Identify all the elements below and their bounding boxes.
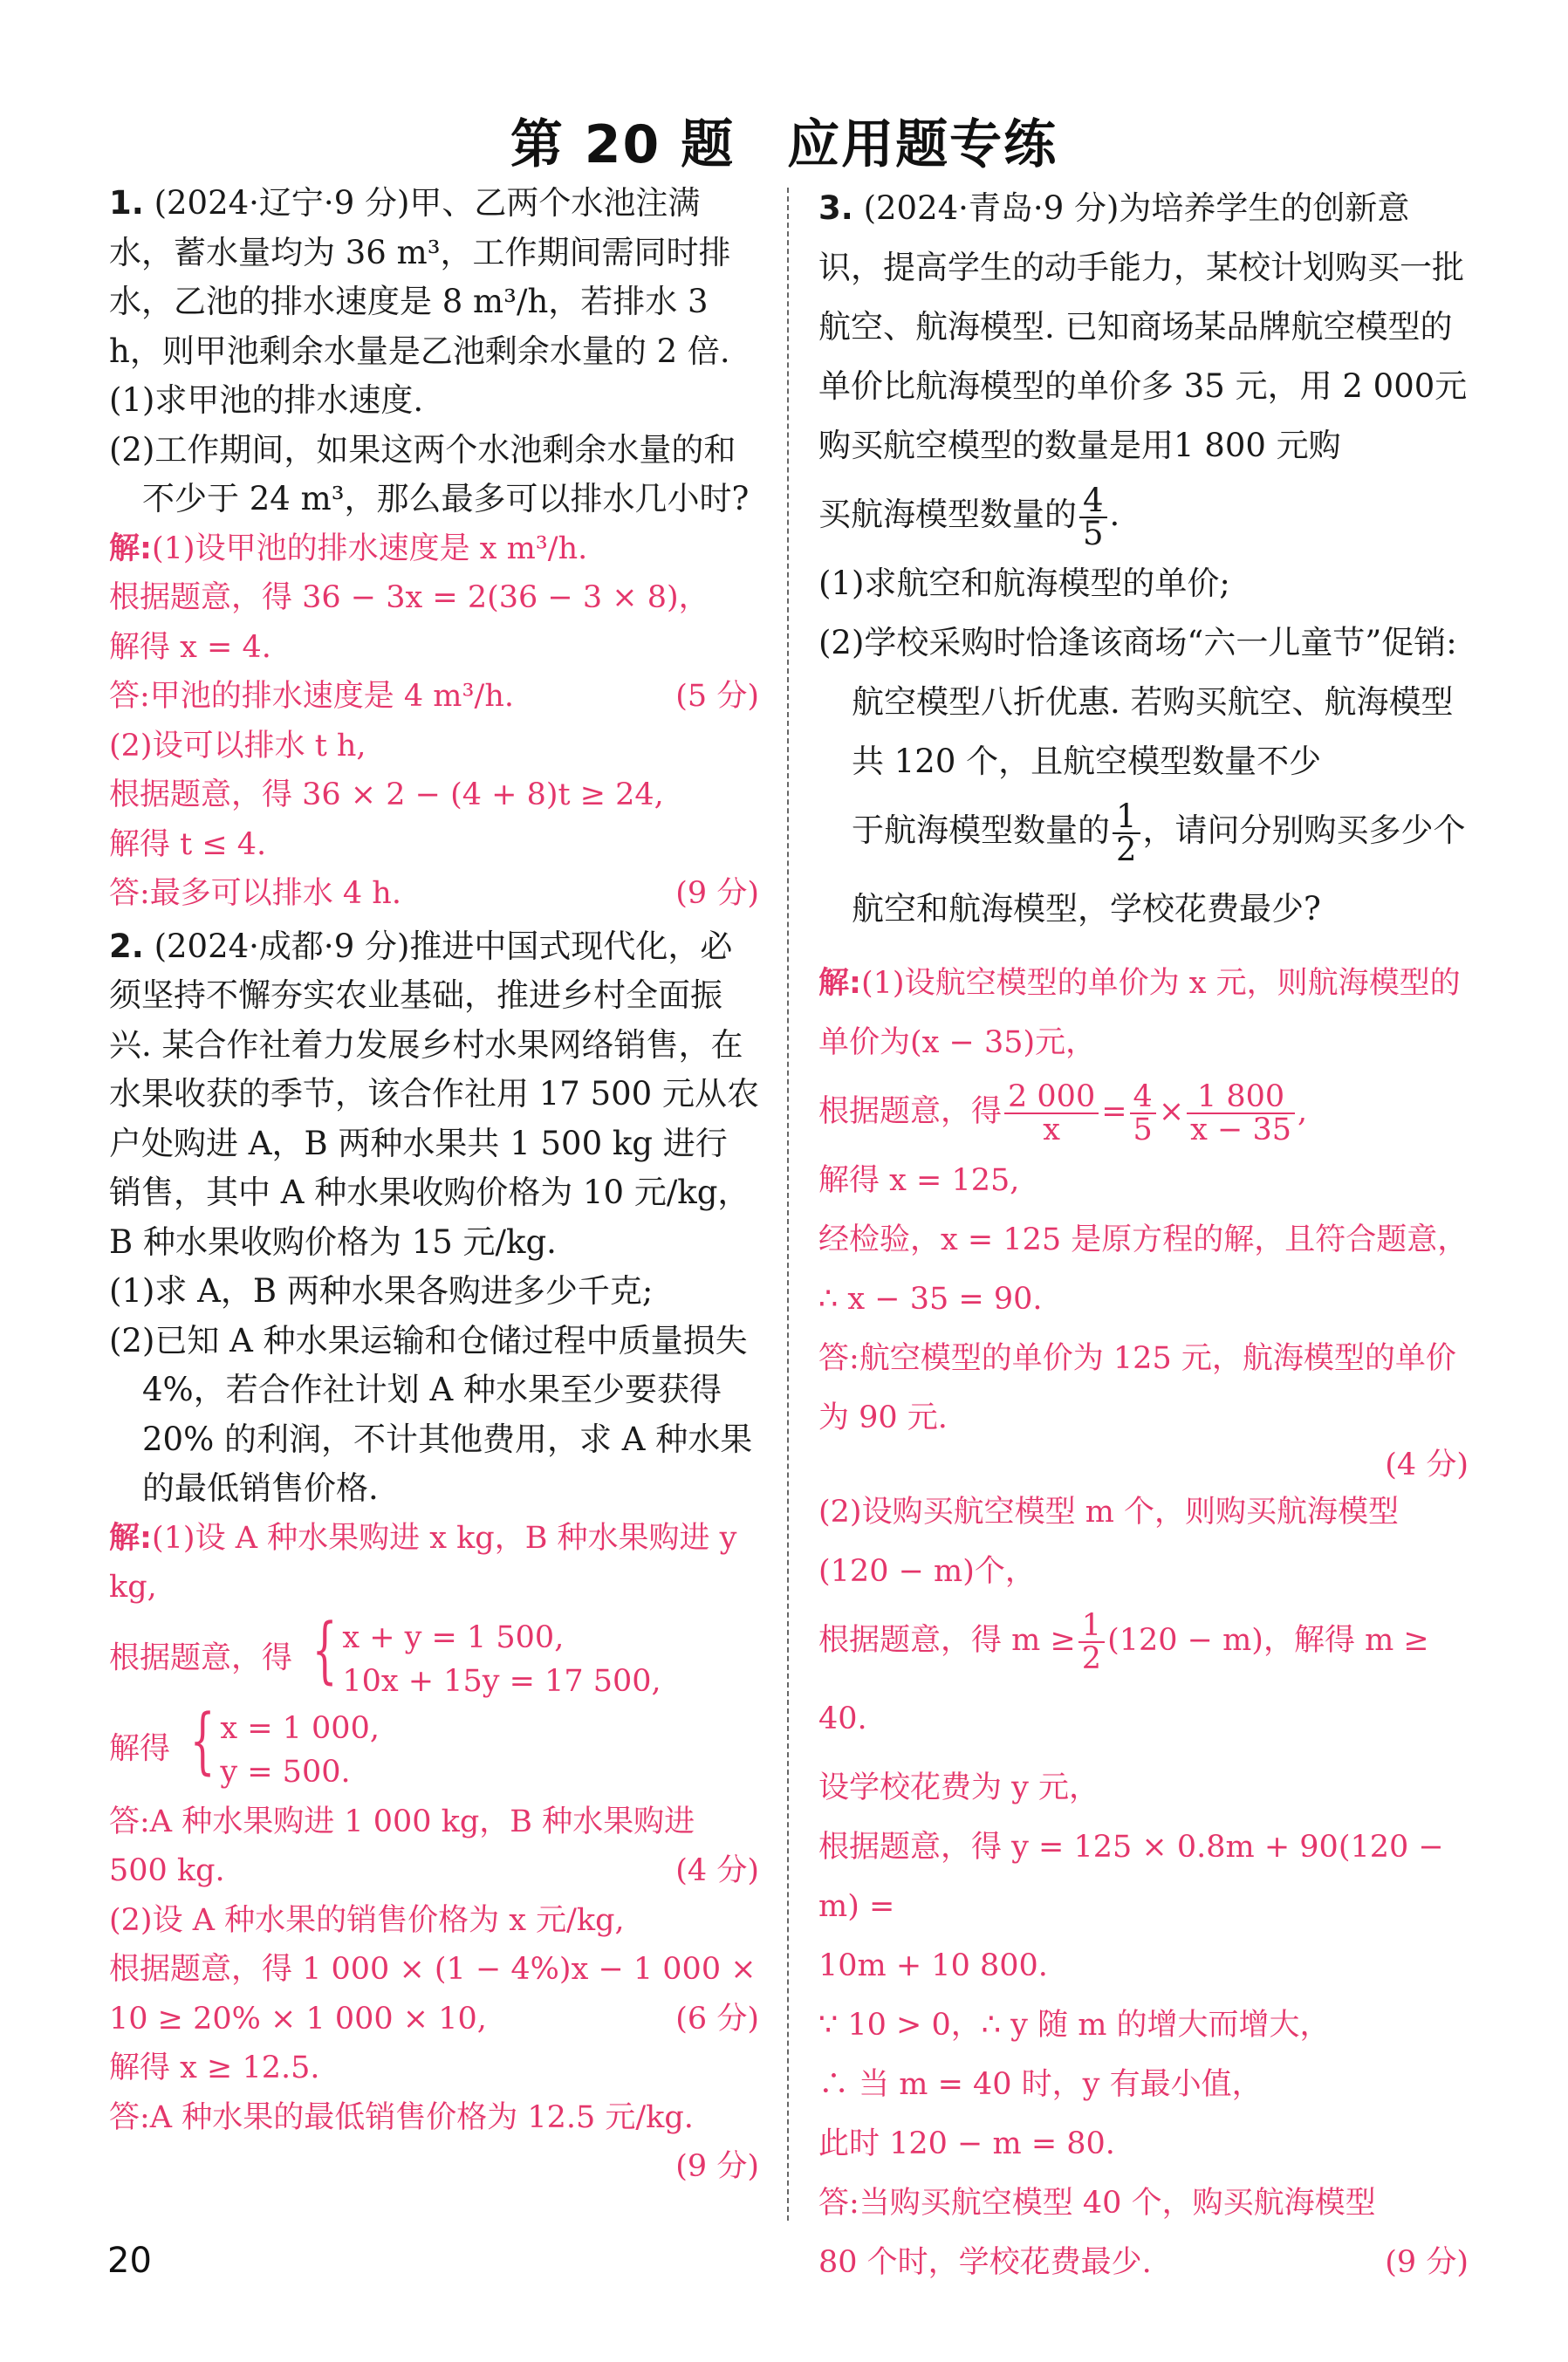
equation-system: 根据题意，得 { x + y = 1 500, 10x + 15y = 17 500,	[109, 1608, 661, 1699]
fraction: $\frac{1}{2}$	[1078, 1610, 1105, 1674]
title-topic: 应用题专练	[787, 114, 1058, 175]
solution-line: (2)设购买航空模型 m 个，则购买航海模型(120 − m)个，	[818, 1495, 1400, 1589]
solution-line: 答:当购买航空模型 40 个，购买航海模型	[818, 2186, 1376, 2221]
solution-line: 答:航空模型的单价为 125 元，航海模型的单价为 90 元.	[818, 1341, 1456, 1435]
q3-solution	[818, 954, 1469, 2292]
q2-stem: 2. (2024·成都·9 分)推进中国式现代化，必须坚持不懈夯实农业基础，推进乡村全面振兴. 某合作社着力发展乡村水果网络销售，在水果收获的季节，该合作社用 17 500 元从农户处购进 A，B 两种水果共 1 500 kg 进行销售，其中 A 种水果收购价格为 10 元/kg，B 种水果收购价格为 15 元/kg.	[109, 927, 759, 1261]
score-mark: (9 分)	[675, 2149, 759, 2184]
left-column	[109, 179, 759, 2192]
solution-line: 根据题意，得 y = 125 × 0.8m + 90(120 − m) =	[818, 1830, 1444, 1924]
solution-line: 答:甲池的排水速度是 4 m³/h. (5 分)	[109, 672, 759, 722]
solution-line: 解:(1)设航空模型的单价为 x 元，则航海模型的单价为(x − 35)元，	[818, 966, 1461, 1060]
fraction: $\frac{1}{2}$	[1113, 801, 1140, 866]
q2-sub2: (2)已知 A 种水果运输和仓储过程中质量损失 4%，若合作社计划 A 种水果至少要获得 20% 的利润，不计其他费用，求 A 种水果的最低销售价格.	[109, 1321, 753, 1507]
q1-solution	[109, 524, 759, 919]
solution-line: 解得 x ≥ 12.5.	[109, 2050, 320, 2085]
score-mark: (4 分)	[675, 1853, 759, 1888]
q3-sub2: (2)学校采购时恰逢该商场“六一儿童节”促销:航空模型八折优惠. 若购买航空、航海模型共 120 个，且航空模型数量不少	[818, 624, 1457, 780]
q1-sub2: (2)工作期间，如果这两个水池剩余水量的和不少于 24 m³，那么最多可以排水几小时?	[109, 430, 750, 517]
solution-line: 答:A 种水果的最低销售价格为 12.5 元/kg.	[109, 2099, 694, 2135]
solution-line: (2)设 A 种水果的销售价格为 x 元/kg,	[109, 1902, 625, 1938]
solution-line: ∵ 10 > 0，∴ y 随 m 的增大而增大，	[818, 2008, 1331, 2043]
q2-number: 2.	[109, 927, 144, 965]
score-mark: (9 分)	[675, 876, 759, 911]
equation-system: 解得 { x = 1 000, y = 500.	[109, 1699, 380, 1790]
q1-number: 1.	[109, 184, 144, 222]
page-title	[0, 103, 1568, 178]
q3-sub1: (1)求航空和航海模型的单价;	[818, 565, 1230, 602]
q3-sub2-cont: 于航海模型数量的 $\frac{1}{2}$ ，请问分别购买多少个航空和航海模型，学校花费最少?	[852, 797, 1466, 928]
q3-stem: 3. (2024·青岛·9 分)为培养学生的创新意识，提高学生的动手能力，某校计划购买一批航空、航海模型. 已知商场某品牌航空模型的单价比航海模型的单价多 35 元，用 2 000元购买航空模型的数量是用1 800 元购	[818, 189, 1468, 464]
solution-line: 根据题意，得 36 × 2 − (4 + 8)t ≥ 24,	[109, 777, 664, 812]
solution-line: 10 ≥ 20% × 1 000 × 10, (6 分)	[109, 1995, 759, 2044]
title-number: 第 20 题	[510, 114, 736, 175]
question-1	[109, 179, 759, 919]
q3-number: 3.	[818, 189, 853, 227]
solution-line: 答:最多可以排水 4 h. (9 分)	[109, 869, 759, 919]
solution-line: ∴ x − 35 = 90.	[818, 1282, 1043, 1317]
score-mark: (5 分)	[675, 679, 759, 714]
solution-line: 经检验，x = 125 是原方程的解，且符合题意，	[818, 1222, 1469, 1257]
solution-line: 答:A 种水果购进 1 000 kg，B 种水果购进	[109, 1804, 695, 1839]
right-column	[818, 179, 1469, 2292]
q1-sub1: (1)求甲池的排水速度.	[109, 381, 424, 419]
solution-line: 500 kg. (4 分)	[109, 1846, 759, 1896]
solution-line: 解得 x = 125,	[818, 1163, 1020, 1198]
solution-line	[109, 2142, 759, 2192]
score-mark: (4 分)	[1385, 1448, 1469, 1482]
solution-line: (2)设可以排水 t h,	[109, 728, 366, 763]
fraction: $\frac{1 800}{x - 35}$	[1187, 1081, 1295, 1146]
solution-line: 10m + 10 800.	[818, 1948, 1048, 1983]
solution-line: 根据题意，得 $\frac{2 000}{x}$ = $\frac{4}{5}$ × $\frac{1 800}{x - 35}$ ,	[818, 1078, 1308, 1147]
solution-line: 设学校花费为 y 元，	[818, 1770, 1100, 1805]
column-divider	[787, 188, 789, 2221]
question-3	[818, 179, 1469, 2292]
q2-solution	[109, 1514, 759, 2192]
question-2	[109, 922, 759, 2192]
q1-stem: 1. (2024·辽宁·9 分)甲、乙两个水池注满水，蓄水量均为 36 m³，工作期间需同时排水，乙池的排水速度是 8 m³/h，若排水 3 h，则甲池剩余水量是乙池剩余水量的 2 倍.	[109, 184, 731, 370]
solution-line: 80 个时，学校花费最少. (9 分)	[818, 2233, 1469, 2292]
solution-line: 解得 x = 4.	[109, 629, 271, 665]
fraction: $\frac{2 000}{x}$	[1004, 1081, 1099, 1146]
solution-line: 根据题意，得 m ≥ $\frac{1}{2}$ (120 − m)，解得 m ≥ 40.	[818, 1607, 1429, 1736]
solution-line: 根据题意，得 36 − 3x = 2(36 − 3 × 8)，	[109, 580, 709, 615]
solution-line	[818, 1448, 1469, 1482]
fraction: $\frac{4}{5}$	[1130, 1081, 1156, 1146]
solution-line: 解:(1)设甲池的排水速度是 x m³/h.	[109, 531, 588, 566]
fraction: $\frac{4}{5}$	[1079, 485, 1107, 550]
page-number: 20	[107, 2241, 152, 2281]
solution-line: 此时 120 − m = 80.	[818, 2126, 1115, 2161]
solution-line: 根据题意，得 1 000 × (1 − 4%)x − 1 000 ×	[109, 1952, 757, 1987]
solution-line: ∴ 当 m = 40 时，y 有最小值，	[818, 2067, 1263, 2102]
score-mark: (6 分)	[675, 2001, 759, 2037]
solution-line: 解:(1)设 A 种水果购进 x kg，B 种水果购进 y kg,	[109, 1520, 737, 1605]
q2-sub1: (1)求 A，B 两种水果各购进多少千克;	[109, 1272, 654, 1310]
q3-stem-end: 买航海模型数量的 $\frac{4}{5}$ .	[818, 481, 1120, 552]
solution-line: 解得 t ≤ 4.	[109, 826, 267, 862]
score-mark: (9 分)	[1385, 2245, 1469, 2280]
